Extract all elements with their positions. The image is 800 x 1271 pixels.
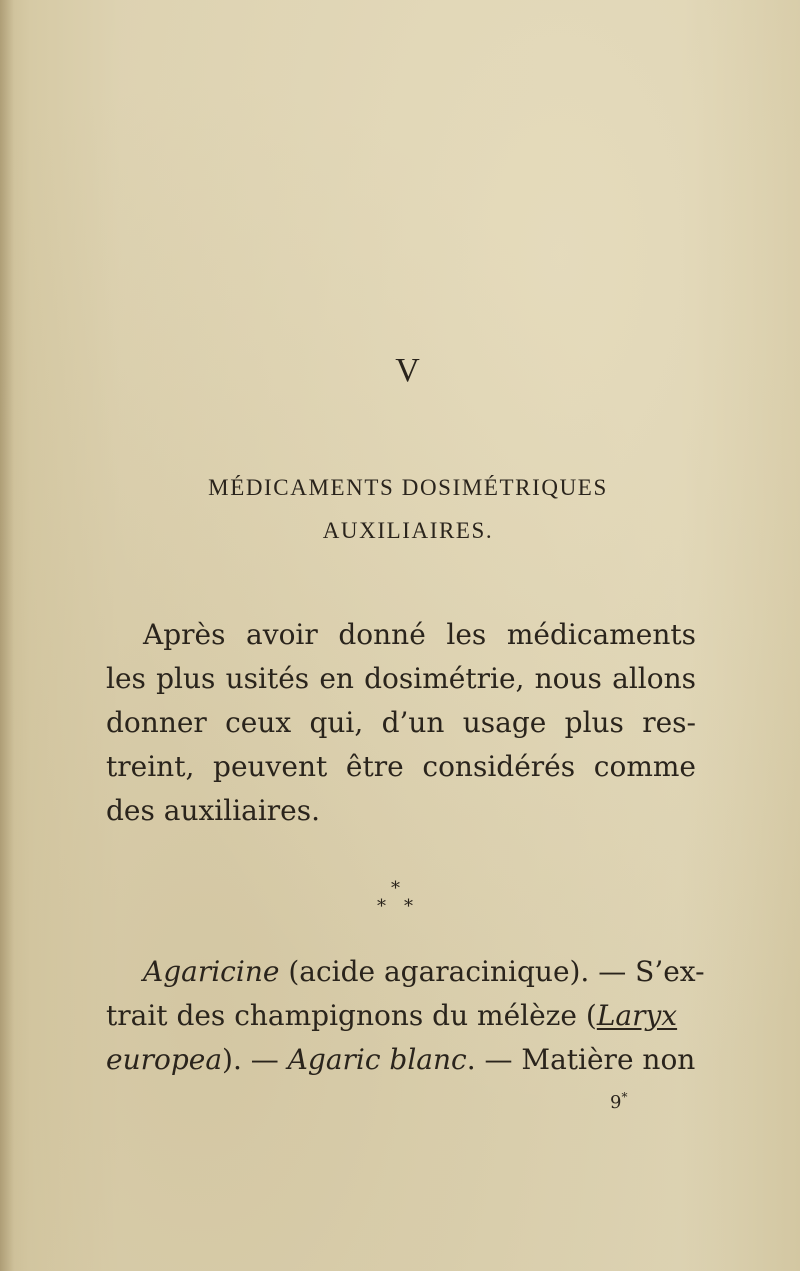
signature-star: * [621,1090,628,1104]
paragraph-1-line-3: donner ceux qui, d’un usage plus res- [106,706,696,739]
paragraph-2-line-3-mid: ). — [222,1043,288,1076]
paragraph-2-line-3 [106,1040,696,1080]
term-agaric-blanc: Agaric blanc [287,1043,467,1076]
paragraph-2-line-1 [143,952,705,992]
paragraph-1-line-4: treint, peuvent être considérés comme [106,750,696,783]
term-agaricine: Agaricine [143,955,280,988]
paragraph-2-line-1-rest: (acide agaracinique). — S’ex- [279,955,705,988]
section-separator-asterism [376,880,420,920]
chapter-number: V [395,352,421,389]
latin-europea: europea [106,1043,223,1076]
asterism-bottom-right-star: * [404,896,413,917]
paragraph-2-line-3-end: . — Matière non [466,1043,696,1076]
spine-shadow [0,0,14,1271]
signature-number: 9 [610,1092,622,1113]
paragraph-2-line-2 [106,996,696,1036]
asterism-top-star: * [391,878,400,899]
paragraph-1-line-2: les plus usités en dosimétrie, nous allons [106,662,696,695]
chapter-title-line-1: MÉDICAMENTS DOSIMÉTRIQUES [208,475,608,500]
paragraph-1-line-5: des auxiliaires. [106,794,321,827]
paragraph-2-line-2-start: trait des champignons du mélèze ( [106,999,597,1032]
asterism-bottom-left-star: * [377,896,386,917]
signature-mark [610,1090,627,1113]
paragraph-1-line-1: Après avoir donné les médicaments [143,618,696,651]
chapter-title-line-2: AUXILIAIRES. [322,518,494,543]
latin-laryx: Laryx [596,999,678,1032]
